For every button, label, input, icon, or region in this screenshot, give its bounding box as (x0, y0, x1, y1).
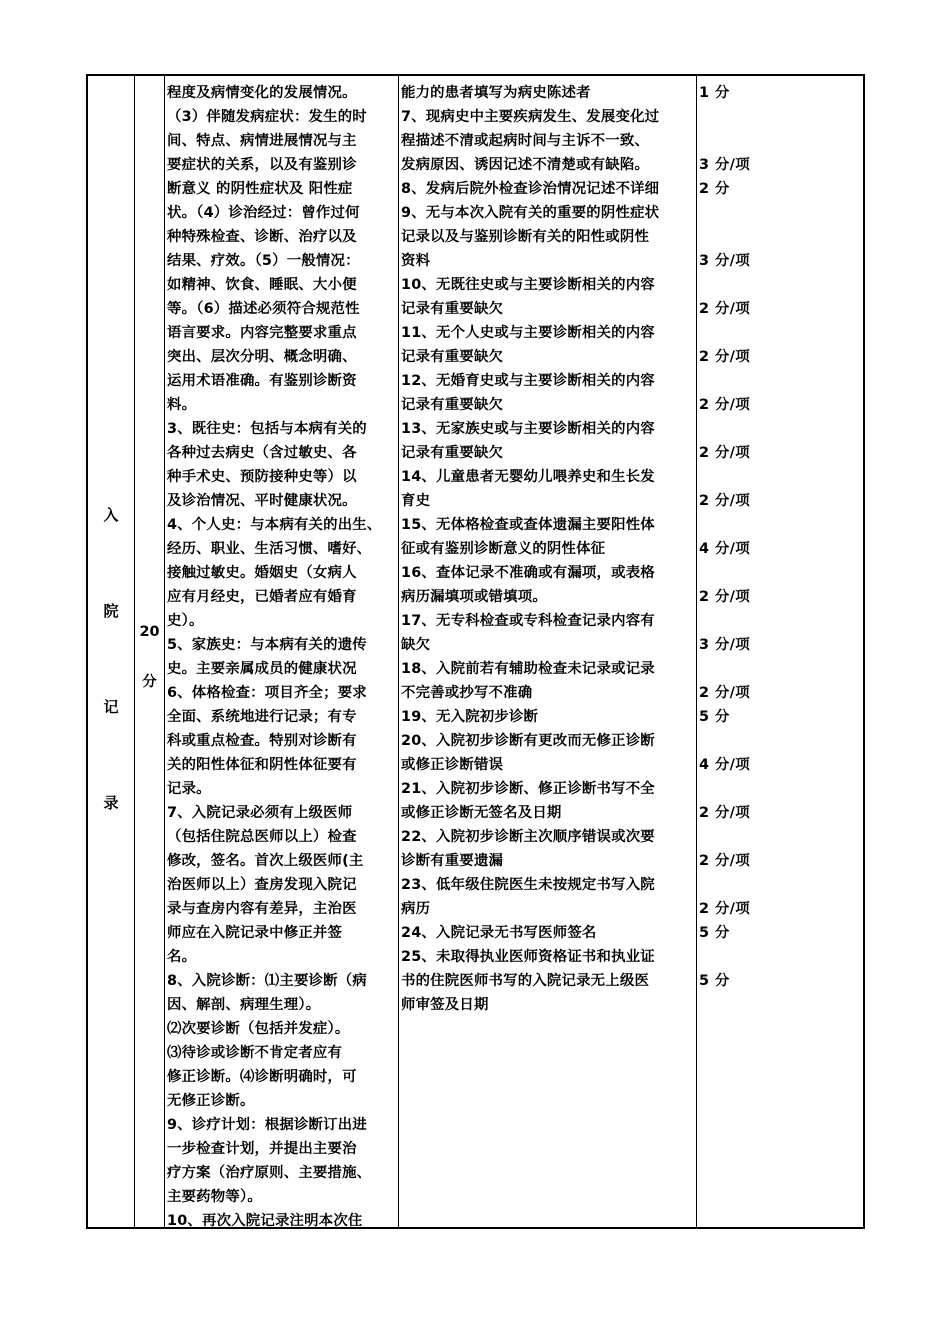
score-line: 2 分/项 (699, 445, 751, 461)
score-line: 2 分/项 (699, 685, 751, 701)
requirement-line: 9、诊疗计划：根据诊断订出进 (167, 1117, 367, 1133)
deduction-line: 24、入院记录无书写医师签名 (401, 925, 597, 941)
score-line (699, 417, 859, 441)
requirement-line: 种手术史、预防接种史等）以 (167, 469, 357, 485)
requirement-line: ⑵次要诊断（包括并发症）。 (167, 1021, 350, 1037)
requirement-line: 师应在入院记录中修正并签 (167, 925, 343, 941)
deduction-line: 记录以及与鉴别诊断有关的阳性或阴性 (401, 229, 650, 245)
deduction-line: 记录有重要缺欠 (401, 445, 504, 461)
requirement-line: 结果、疗效。（5）一般情况： (167, 253, 360, 269)
deduction-line: 征或有鉴别诊断意义的阴性体征 (401, 541, 606, 557)
score-line (699, 657, 859, 681)
requirement-line: （3）伴随发病症状：发生的时 (167, 109, 367, 125)
deduction-line: 14、儿童患者无婴幼儿喂养史和生长发 (401, 469, 655, 485)
requirement-line: 5、家族史：与本病有关的遗传 (167, 637, 367, 653)
score-line: 2 分/项 (699, 901, 751, 917)
score-line: 3 分/项 (699, 253, 751, 269)
deduction-line: 20、入院初步诊断有更改而无修正诊断 (401, 733, 655, 749)
requirement-line: 名。 (167, 949, 197, 965)
deduction-line: 病历 (401, 901, 431, 917)
deduction-line: 不完善或抄写不准确 (401, 685, 533, 701)
requirement-line: 无修正诊断。 (167, 1093, 255, 1109)
total-score-value: 20 (139, 624, 160, 640)
requirement-line: 因、解剖、病理生理）。 (167, 997, 321, 1013)
score-line (699, 369, 859, 393)
requirements-cell (167, 81, 399, 1233)
score-line (699, 729, 859, 753)
deduction-line: 发病原因、诱因记述不清楚或有缺陷。 (401, 157, 650, 173)
score-line (699, 201, 859, 225)
score-line: 2 分/项 (699, 805, 751, 821)
column-divider (134, 76, 135, 1227)
deductions-cell (401, 81, 697, 1017)
requirement-line: 科或重点检查。特别对诊断有 (167, 733, 357, 749)
requirement-line: 主要药物等）。 (167, 1189, 262, 1205)
score-line: 3 分/项 (699, 637, 751, 653)
deduction-line: 或修正诊断错误 (401, 757, 504, 773)
requirement-line: 要症状的关系，以及有鉴别诊 (167, 157, 357, 173)
requirement-line: 修改，签名。首次上级医师(主 (167, 853, 364, 869)
deduction-line: 10、无既往史或与主要诊断相关的内容 (401, 277, 655, 293)
score-line (699, 105, 859, 129)
deduction-line: 书的住院医师书写的入院记录无上级医 (401, 973, 650, 989)
deduction-line: 记录有重要缺欠 (401, 349, 504, 365)
score-line (699, 561, 859, 585)
score-line (699, 777, 859, 801)
requirement-line: 疗方案（治疗原则、主要措施、 (167, 1165, 372, 1181)
score-line: 2 分/项 (699, 493, 751, 509)
score-line (699, 321, 859, 345)
requirement-line: 史）。 (167, 613, 204, 629)
requirement-line: 语言要求。内容完整要求重点 (167, 325, 357, 341)
section-char: 院 (103, 602, 119, 620)
requirement-line: 录与查房内容有差异，主治医 (167, 901, 357, 917)
score-line (699, 825, 859, 849)
total-score-unit: 分 (142, 674, 157, 690)
scores-text (699, 81, 859, 993)
requirement-line: 断意义 的阴性症状及 阳性症 (167, 181, 353, 197)
deduction-line: 记录有重要缺欠 (401, 397, 504, 413)
requirement-line: 8、入院诊断：⑴主要诊断（病 (167, 973, 367, 989)
deduction-line: 程描述不清或起病时间与主诉不一致、 (401, 133, 650, 149)
requirement-line: 全面、系统地进行记录；有专 (167, 709, 357, 725)
score-line: 5 分 (699, 973, 730, 989)
score-line: 5 分 (699, 709, 730, 725)
score-line: 5 分 (699, 925, 730, 941)
requirement-line: 史。主要亲属成员的健康状况 (167, 661, 357, 677)
deduction-line: 8、发病后院外检查诊治情况记述不详细 (401, 181, 660, 197)
column-divider (164, 76, 165, 1227)
requirement-line: 料。 (167, 397, 197, 413)
deduction-line: 能力的患者填写为病史陈述者 (401, 85, 591, 101)
requirement-line: 运用术语准确。有鉴别诊断资 (167, 373, 357, 389)
requirement-line: 各种过去病史（含过敏史、各 (167, 445, 357, 461)
score-line (699, 225, 859, 249)
deduction-line: 师审签及日期 (401, 997, 489, 1013)
requirement-line: （包括住院总医师以上）检查 (167, 829, 357, 845)
deduction-line: 23、低年级住院医生未按规定书写入院 (401, 877, 655, 893)
deduction-line: 缺欠 (401, 637, 431, 653)
requirement-line: 状。（4）诊治经过：曾作过何 (167, 205, 360, 221)
deduction-line: 诊断有重要遗漏 (401, 853, 504, 869)
requirement-line: 一步检查计划，并提出主要治 (167, 1141, 357, 1157)
requirement-line: 程度及病情变化的发展情况。 (167, 85, 357, 101)
deduction-line: 17、无专科检查或专科检查记录内容有 (401, 613, 655, 629)
score-line: 2 分 (699, 181, 730, 197)
requirement-line: 应有月经史，已婚者应有婚育 (167, 589, 357, 605)
score-line (699, 513, 859, 537)
deduction-line: 13、无家族史或与主要诊断相关的内容 (401, 421, 655, 437)
requirement-line: 间、特点、病情进展情况与主 (167, 133, 357, 149)
requirement-line: 7、入院记录必须有上级医师 (167, 805, 353, 821)
deduction-line: 21、入院初步诊断、修正诊断书写不全 (401, 781, 655, 797)
scores-cell (699, 81, 859, 993)
score-line (699, 129, 859, 153)
deduction-line: 15、无体格检查或查体遗漏主要阳性体 (401, 517, 655, 533)
score-line: 2 分/项 (699, 349, 751, 365)
requirement-line: 种特殊检查、诊断、治疗以及 (167, 229, 357, 245)
requirement-line: 突出、层次分明、概念明确、 (167, 349, 357, 365)
score-line: 1 分 (699, 85, 730, 101)
requirement-line: 记录。 (167, 781, 211, 797)
requirement-line: 等。（6）描述必须符合规范性 (167, 301, 360, 317)
deduction-line: 18、入院前若有辅助检查未记录或记录 (401, 661, 655, 677)
section-char: 记 (103, 698, 119, 716)
score-line: 2 分/项 (699, 853, 751, 869)
requirement-line: 经历、职业、生活习惯、嗜好、 (167, 541, 372, 557)
score-line (699, 465, 859, 489)
deduction-line: 记录有重要缺欠 (401, 301, 504, 317)
section-char: 录 (103, 794, 119, 812)
deduction-line: 16、查体记录不准确或有漏项，或表格 (401, 565, 655, 581)
deduction-line: 或修正诊断无签名及日期 (401, 805, 562, 821)
score-line (699, 609, 859, 633)
requirement-line: 如精神、饮食、睡眠、大小便 (167, 277, 357, 293)
deductions-text (401, 81, 697, 1017)
requirement-line: 3、既往史：包括与本病有关的 (167, 421, 367, 437)
requirements-text (167, 81, 399, 1233)
score-line (699, 273, 859, 297)
score-line (699, 945, 859, 969)
requirement-line: 治医师以上）查房发现入院记 (167, 877, 357, 893)
requirement-line: 接触过敏史。婚姻史（女病人 (167, 565, 357, 581)
score-line: 2 分/项 (699, 301, 751, 317)
deduction-line: 7、现病史中主要疾病发生、发展变化过 (401, 109, 660, 125)
deduction-line: 22、入院初步诊断主次顺序错误或次要 (401, 829, 655, 845)
requirement-line: ⑶待诊或诊断不肯定者应有 (167, 1045, 343, 1061)
requirement-line: 关的阳性体征和阴性体征要有 (167, 757, 357, 773)
requirement-line: 10、再次入院记录注明本次住 (167, 1213, 363, 1229)
deduction-line: 育史 (401, 493, 431, 509)
requirement-line: 4、个人史：与本病有关的出生、 (167, 517, 382, 533)
requirement-line: 修正诊断。⑷诊断明确时，可 (167, 1069, 357, 1085)
deduction-line: 病历漏填项或错填项。 (401, 589, 547, 605)
deduction-line: 资料 (401, 253, 431, 269)
score-line: 4 分/项 (699, 757, 751, 773)
deduction-line: 25、未取得执业医师资格证书和执业证 (401, 949, 655, 965)
deduction-line: 12、无婚育史或与主要诊断相关的内容 (401, 373, 655, 389)
score-line: 3 分/项 (699, 157, 751, 173)
score-line: 2 分/项 (699, 397, 751, 413)
scoring-table (86, 74, 865, 1229)
score-line: 4 分/项 (699, 541, 751, 557)
section-char: 入 (103, 506, 119, 524)
score-line: 2 分/项 (699, 589, 751, 605)
requirement-line: 及诊治情况、平时健康状况。 (167, 493, 357, 509)
requirement-line: 6、体格检查：项目齐全；要求 (167, 685, 367, 701)
deduction-line: 11、无个人史或与主要诊断相关的内容 (401, 325, 655, 341)
deduction-line: 9、无与本次入院有关的重要的阴性症状 (401, 205, 660, 221)
deduction-line: 19、无入院初步诊断 (401, 709, 539, 725)
score-line (699, 873, 859, 897)
